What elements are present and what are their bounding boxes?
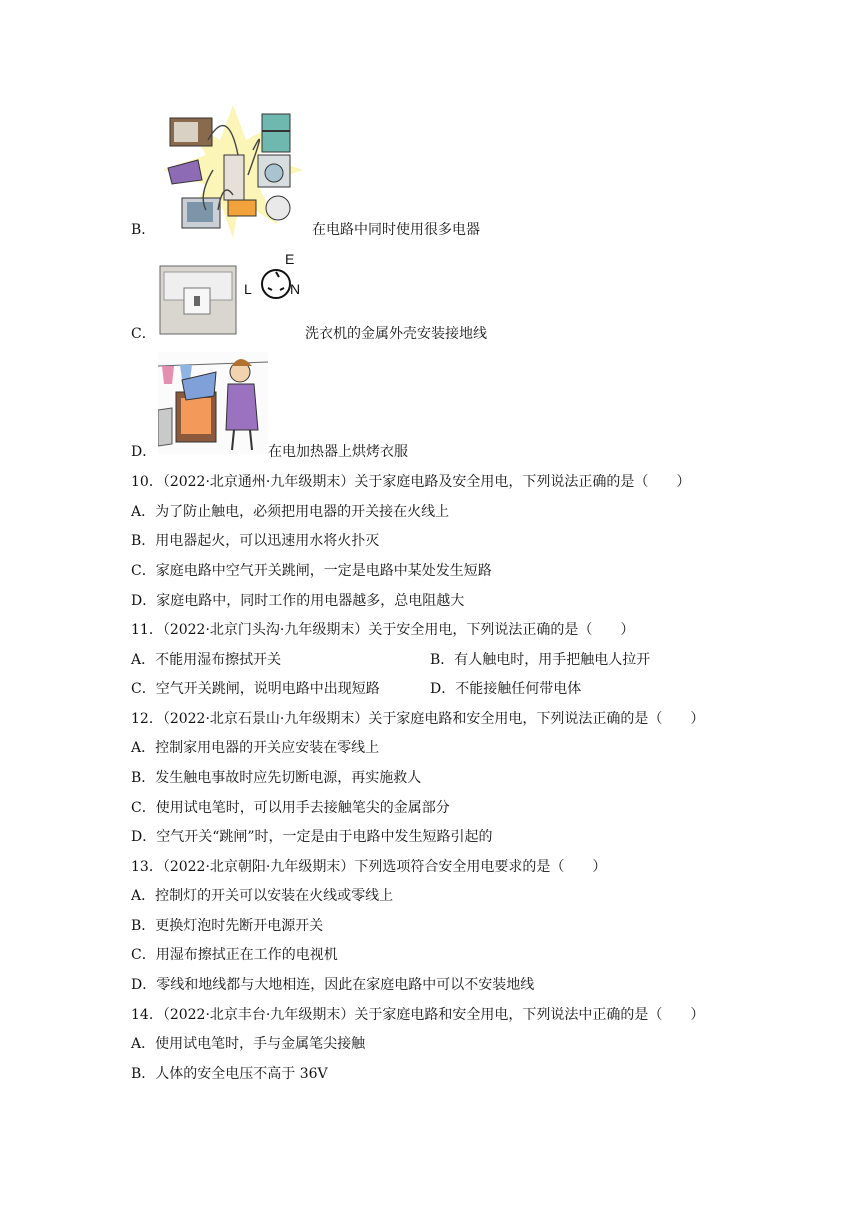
- question-12-option-c: C．使用试电笔时，可以用手去接触笔尖的金属部分: [131, 800, 450, 816]
- question-11-option-c: C．空气开关跳闸，说明电路中出现短路: [131, 681, 380, 697]
- socket-label-e: E: [285, 251, 295, 267]
- question-14-stem: 14．（2022·北京丰台·九年级期末）关于家庭电路和安全用电，下列说法中正确的是（ ）: [131, 1007, 705, 1023]
- question-11-option-d: D．不能接触任何带电体: [430, 681, 582, 697]
- question-13-stem: 13．（2022·北京朝阳·九年级期末）下列选项符合安全用电要求的是（ ）: [131, 859, 607, 875]
- question-14-option-b: B．人体的安全电压不高于 36V: [131, 1066, 328, 1082]
- overloaded-outlet-illustration: [158, 100, 308, 240]
- question-10-option-a: A．为了防止触电，必须把用电器的开关接在火线上: [131, 504, 450, 520]
- question-12-option-b: B．发生触电事故时应先切断电源，再实施救人: [131, 770, 422, 786]
- question-13-option-c: C．用湿布擦拭正在工作的电视机: [131, 947, 338, 963]
- question-12-option-a: A．控制家用电器的开关应安装在零线上: [131, 740, 380, 756]
- question-13-option-b: B．更换灯泡时先断开电源开关: [131, 918, 324, 934]
- question-13-option-d: D．零线和地线都与大地相连，因此在家庭电路中可以不安装地线: [131, 977, 535, 993]
- question-10-stem: 10．（2022·北京通州·九年级期末）关于家庭电路及安全用电，下列说法正确的是（ ）: [131, 474, 691, 490]
- question-12-stem: 12．（2022·北京石景山·九年级期末）关于家庭电路和安全用电，下列说法正确的是（ ）: [131, 711, 705, 727]
- option-c-text: 洗衣机的金属外壳安装接地线: [305, 326, 487, 342]
- option-d-text: 在电加热器上烘烤衣服: [268, 444, 408, 460]
- question-12-option-d: D．空气开关“跳闸”时，一定是由于电路中发生短路引起的: [131, 829, 493, 845]
- socket-label-l: L: [244, 281, 252, 297]
- question-11-option-a: A．不能用湿布擦拭开关: [131, 652, 282, 668]
- option-b-text: 在电路中同时使用很多电器: [312, 222, 480, 238]
- heater-drying-clothes-illustration: [158, 352, 268, 454]
- socket-label-n: N: [290, 281, 301, 297]
- option-b-letter: B．: [131, 222, 156, 238]
- question-10-option-b: B．用电器起火，可以迅速用水将火扑灭: [131, 533, 380, 549]
- question-10-option-c: C．家庭电路中空气开关跳闸，一定是电路中某处发生短路: [131, 563, 492, 579]
- question-11-stem: 11．（2022·北京门头沟·九年级期末）关于安全用电，下列说法正确的是（ ）: [131, 622, 635, 638]
- question-11-option-b: B．有人触电时，用手把触电人拉开: [430, 652, 651, 668]
- option-d-letter: D．: [131, 444, 157, 460]
- question-13-option-a: A．控制灯的开关可以安装在火线或零线上: [131, 888, 394, 904]
- question-10-option-d: D．家庭电路中，同时工作的用电器越多，总电阻越大: [131, 593, 465, 609]
- question-14-option-a: A．使用试电笔时，手与金属笔尖接触: [131, 1036, 366, 1052]
- option-c-letter: C．: [131, 326, 156, 342]
